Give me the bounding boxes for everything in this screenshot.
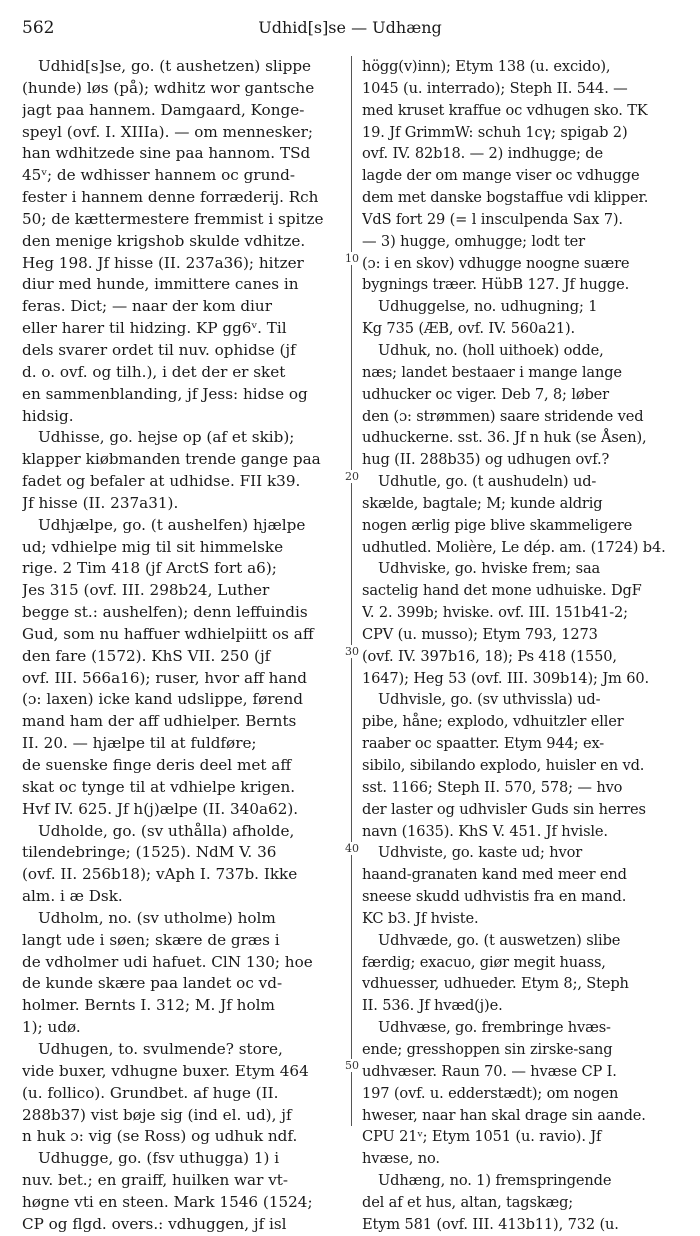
text-line: udhvæser. Raun 70. — hvæse CP I. xyxy=(362,1062,617,1080)
text-line: raaber oc spaatter. Etym 944; ex- xyxy=(362,735,605,753)
text-line: klapper kiøbmanden trende gange paa xyxy=(22,450,321,469)
text-line: Udholde, go. (sv uthålla) afholde, xyxy=(38,821,295,840)
text-line: Udhæng, no. 1) fremspringende xyxy=(378,1172,612,1190)
text-line: Gud, som nu haffuer wdhielpiitt os aff xyxy=(22,624,314,643)
text-line: 45ᵛ; de wdhisser hannem oc grund- xyxy=(22,166,295,185)
text-line: skat oc tynge til at vdhielpe krigen. xyxy=(22,777,296,796)
text-line: ende; gresshoppen sin zirske-sang xyxy=(362,1040,613,1058)
text-line: 50; de kættermestere fremmist i spitze xyxy=(22,209,324,228)
text-line: 19. Jf GrimmW: schuh 1cγ; spigab 2) xyxy=(362,123,628,141)
text-line: pibe, håne; explodo, vdhuitzler eller xyxy=(362,713,624,731)
running-head: Udhid[s]se — Udhæng xyxy=(258,18,442,37)
text-line: — 3) hugge, omhugge; lodt ter xyxy=(362,232,585,250)
text-line: den menige krigshob skulde vdhitze. xyxy=(22,231,306,250)
text-line: Kg 735 (ÆB, ovf. IV. 560a21). xyxy=(362,320,576,338)
text-line: Udhugge, go. (fsv uthugga) 1) i xyxy=(38,1149,280,1168)
text-line: han wdhitzede sine paa hannom. TSd xyxy=(22,144,311,163)
text-line: sibilo, sibilando explodo, huisler en vd. xyxy=(362,757,645,774)
line-number-marker: 50 xyxy=(345,1059,359,1072)
text-line: Jes 315 (ovf. III. 298b24, Luther xyxy=(22,581,270,600)
text-line: Udhvisle, go. (sv uthvissla) ud- xyxy=(378,691,601,709)
text-line: (u. follico). Grundbet. af huge (II. xyxy=(22,1083,279,1102)
text-line: jagt paa hannem. Damgaard, Konge- xyxy=(22,100,305,119)
text-line: hvæse, no. xyxy=(362,1150,440,1168)
text-line: 1); udø. xyxy=(22,1018,81,1037)
right-column xyxy=(362,56,680,1236)
text-line: ud; vdhielpe mig til sit himmelske xyxy=(22,537,284,556)
text-line: nogen ærlig pige blive skammeligere xyxy=(362,516,633,534)
text-line: de kunde skære paa landet oc vd- xyxy=(22,974,283,993)
text-line: n huk ɔ: vig (se Ross) og udhuk ndf. xyxy=(22,1127,298,1146)
text-line: dels svarer ordet til nuv. ophidse (jf xyxy=(22,340,296,359)
text-line: (hunde) løs (på); wdhitz wor gantsche xyxy=(22,78,315,97)
text-line: næs; landet bestaaer i mange lange xyxy=(362,363,622,381)
text-line: Etym 581 (ovf. III. 413b11), 732 (u. xyxy=(362,1215,619,1233)
text-line: II. 20. — hjælpe til at fuldføre; xyxy=(22,734,257,753)
text-line: hidsig. xyxy=(22,406,74,425)
text-line: udhucker oc viger. Deb 7, 8; løber xyxy=(362,385,609,403)
text-line: med kruset kraffue oc vdhugen sko. TK xyxy=(362,101,648,119)
column-divider xyxy=(351,56,352,1126)
text-line: Hvf IV. 625. Jf h(j)ælpe (II. 340a62). xyxy=(22,799,299,818)
text-line: navn (1635). KhS V. 451. Jf hvisle. xyxy=(362,822,608,840)
text-line: vdhuesser, udhueder. Etym 8;, Steph xyxy=(362,975,629,993)
text-line: Udhviste, go. kaste ud; hvor xyxy=(378,844,583,862)
text-line: VdS fort 29 (= l insculpenda Sax 7). xyxy=(362,210,623,228)
text-line: mand ham der aff udhielper. Bernts xyxy=(22,712,297,731)
text-line: II. 536. Jf hvæd(j)e. xyxy=(362,997,503,1015)
text-line: Udhuggelse, no. udhugning; 1 xyxy=(378,298,598,316)
text-line: ovf. III. 566a16); ruser, hvor aff hand xyxy=(22,668,308,687)
text-line: 1045 (u. interrado); Steph II. 544. — xyxy=(362,79,628,97)
text-line: holmer. Bernts I. 312; M. Jf holm xyxy=(22,996,275,1015)
text-line: eller harer til hidzing. KP gg6ᵛ. Til xyxy=(22,319,287,338)
text-line: Udhuk, no. (holl uithoek) odde, xyxy=(378,341,604,359)
text-line: haand-granaten kand med meer end xyxy=(362,866,627,884)
text-line: Udhviske, go. hviske frem; saa xyxy=(378,560,601,578)
text-line: skælde, bagtale; M; kunde aldrig xyxy=(362,494,603,512)
text-line: lagde der om mange viser oc vdhugge xyxy=(362,167,640,185)
text-line: fester i hannem denne forræderij. Rch xyxy=(22,188,319,207)
text-line: Udhisse, go. hejse op (af et skib); xyxy=(38,428,295,447)
text-line: hug (II. 288b35) og udhugen ovf.? xyxy=(362,451,610,469)
text-line: del af et hus, altan, tagskæg; xyxy=(362,1193,574,1211)
page-header xyxy=(22,18,678,44)
line-number-marker: 10 xyxy=(345,252,359,265)
text-line: CPV (u. musso); Etym 793, 1273 xyxy=(362,625,598,643)
text-line: høgne vti en steen. Mark 1546 (1524; xyxy=(22,1192,313,1211)
text-line: 1647); Heg 53 (ovf. III. 309b14); Jm 60. xyxy=(362,669,649,687)
text-line: Udhjælpe, go. (t aushelfen) hjælpe xyxy=(38,515,306,534)
text-line: V. 2. 399b; hviske. ovf. III. 151b41-2; xyxy=(362,604,628,622)
text-line: hweser, naar han skal drage sin aande. xyxy=(362,1106,646,1124)
text-line: feras. Dict; — naar der kom diur xyxy=(22,297,272,316)
text-line: 197 (ovf. u. edderstædt); om nogen xyxy=(362,1084,619,1102)
text-line: der laster og udhvisler Guds sin herres xyxy=(362,800,646,818)
text-line: dem met danske bogstaffue vdi klipper. xyxy=(362,189,649,207)
text-line: vide buxer, vdhugne buxer. Etym 464 xyxy=(22,1061,309,1080)
text-line: udhutled. Molière, Le dép. am. (1724) b4. xyxy=(362,538,666,556)
text-line: den fare (1572). KhS VII. 250 (jf xyxy=(22,646,271,665)
text-line: ovf. IV. 82b18. — 2) indhugge; de xyxy=(362,145,603,163)
page-number: 562 xyxy=(22,18,55,38)
text-line: en sammenblanding, jf Jess: hidse og xyxy=(22,384,308,403)
text-line: bygnings træer. HübB 127. Jf hugge. xyxy=(362,276,630,294)
text-line: sneese skudd udhvistis fra en mand. xyxy=(362,888,627,906)
text-line: begge st.: aushelfen); denn leffuindis xyxy=(22,603,308,622)
left-column xyxy=(22,56,342,1236)
text-line: (ovf. IV. 397b16, 18); Ps 418 (1550, xyxy=(362,647,617,665)
text-line: Jf hisse (II. 237a31). xyxy=(22,493,179,512)
text-line: de vdholmer udi hafuet. ClN 130; hoe xyxy=(22,952,313,971)
line-number-marker: 20 xyxy=(345,470,359,483)
text-line: rige. 2 Tim 418 (jf ArctS fort a6); xyxy=(22,559,277,578)
text-line: Udhvæse, go. frembringe hvæs- xyxy=(378,1019,611,1037)
text-line: (ovf. II. 256b18); vAph I. 737b. Ikke xyxy=(22,865,298,884)
text-line: Heg 198. Jf hisse (II. 237a36); hitzer xyxy=(22,253,304,272)
text-line: den (ɔ: strømmen) saare stridende ved xyxy=(362,407,644,425)
text-line: speyl (ovf. I. XIIIa). — om mennesker; xyxy=(22,122,313,141)
text-line: Udhutle, go. (t aushudeln) ud- xyxy=(378,473,597,491)
text-line: högg(v)inn); Etym 138 (u. excido), xyxy=(362,58,611,75)
text-line: Udholm, no. (sv utholme) holm xyxy=(38,908,276,927)
text-line: sst. 1166; Steph II. 570, 578; — hvo xyxy=(362,778,623,796)
text-line: CP og flgd. overs.: vdhuggen, jf isl xyxy=(22,1214,287,1233)
text-line: de suenske finge deris deel met aff xyxy=(22,756,292,774)
text-line: d. o. ovf. og tilh.), i det der er sket xyxy=(22,362,286,381)
text-line: Udhvæde, go. (t auswetzen) slibe xyxy=(378,931,621,949)
text-line: langt ude i søen; skære de græs i xyxy=(22,930,280,949)
text-line: Udhugen, to. svulmende? store, xyxy=(38,1039,283,1058)
text-line: (ɔ: i en skov) vdhugge noogne suære xyxy=(362,254,630,272)
text-line: (ɔ: laxen) icke kand udslippe, førend xyxy=(22,690,303,709)
text-line: 288b37) vist bøje sig (ind el. ud), jf xyxy=(22,1105,292,1124)
text-line: Udhid[s]se, go. (t aushetzen) slippe xyxy=(38,57,312,75)
text-line: CPU 21ᵛ; Etym 1051 (u. ravio). Jf xyxy=(362,1128,602,1146)
text-line: alm. i æ Dsk. xyxy=(22,887,123,906)
text-line: nuv. bet.; en graiff, huilken war vt- xyxy=(22,1171,289,1190)
line-number-marker: 40 xyxy=(345,842,359,855)
line-number-marker: 30 xyxy=(345,645,359,658)
text-line: fadet og befaler at udhidse. FII k39. xyxy=(22,472,301,491)
text-line: diur med hunde, immittere canes in xyxy=(22,275,299,294)
text-line: udhuckerne. sst. 36. Jf n huk (se Åsen), xyxy=(362,429,647,447)
text-line: færdig; exacuo, giør megit huass, xyxy=(362,953,606,971)
text-line: sactelig hand det mone udhuiske. DgF xyxy=(362,582,642,600)
text-line: KC b3. Jf hviste. xyxy=(362,909,479,927)
text-line: tilendebringe; (1525). NdM V. 36 xyxy=(22,843,277,862)
